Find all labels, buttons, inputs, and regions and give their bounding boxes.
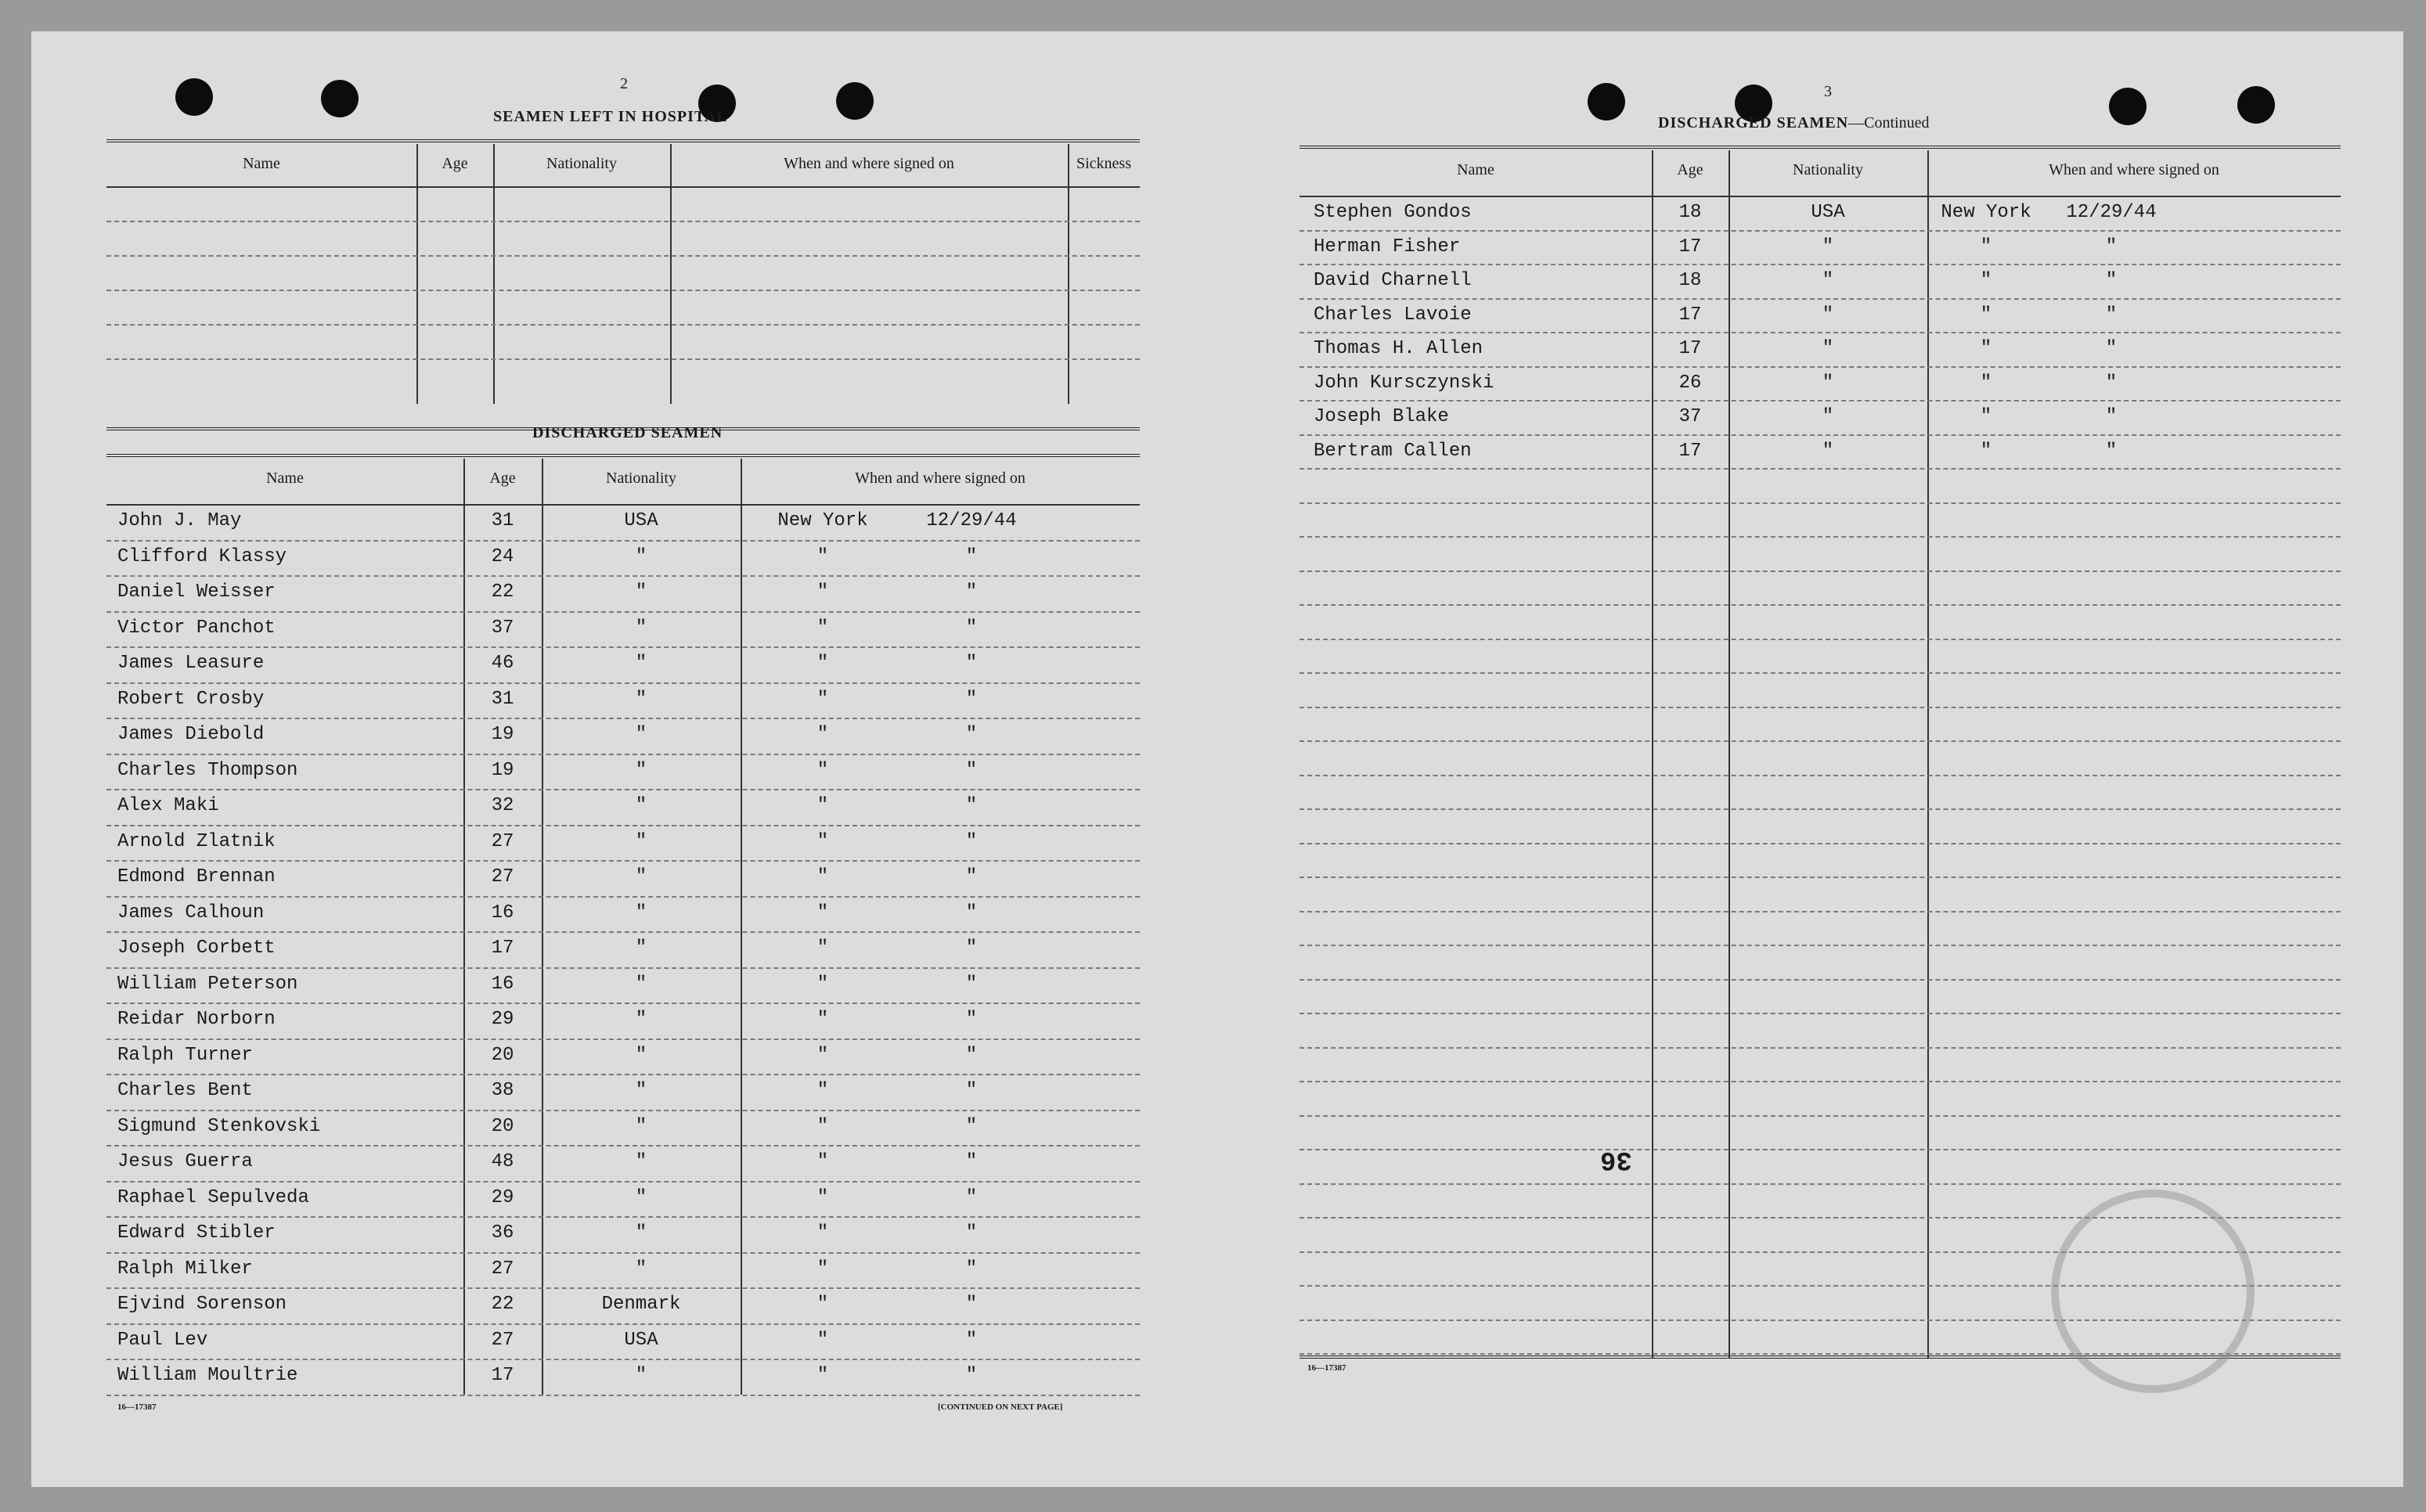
table-row — [106, 1252, 1140, 1290]
table-row — [106, 1287, 1140, 1325]
seaman-nationality: " — [635, 1186, 647, 1208]
table-row — [106, 1323, 1140, 1361]
table-row — [1300, 808, 2341, 844]
column-header: When and where signed on — [784, 155, 954, 172]
seaman-nationality: " — [1822, 304, 1834, 326]
seaman-name: Clifford Klassy — [117, 545, 287, 567]
signed-on-place: " — [816, 688, 829, 710]
seaman-name: Charles Bent — [117, 1080, 253, 1101]
column-header: Nationality — [1793, 161, 1863, 178]
punch-hole — [836, 82, 874, 120]
seaman-age: 19 — [491, 724, 514, 745]
signed-on-date: " — [2105, 406, 2118, 427]
table-row — [1300, 604, 2341, 640]
signed-on-place: " — [1980, 372, 1992, 394]
signed-on-date: " — [965, 1258, 978, 1280]
table-row — [1300, 1115, 2341, 1151]
table-row — [1300, 672, 2341, 708]
table-row — [106, 540, 1140, 578]
signed-on-place: " — [1980, 304, 1992, 326]
signed-on-place: " — [816, 902, 829, 923]
seaman-age: 31 — [491, 510, 514, 531]
discharged-title: DISCHARGED SEAMEN — [532, 424, 723, 441]
signed-on-place: " — [1980, 270, 1992, 291]
table-row — [1300, 434, 2341, 470]
table-row — [106, 575, 1140, 613]
seaman-name: Charles Thompson — [117, 759, 298, 781]
seaman-name: Joseph Corbett — [117, 938, 276, 959]
seaman-name: Edward Stibler — [117, 1222, 276, 1244]
seaman-name: James Leasure — [117, 653, 265, 674]
left-page — [31, 31, 1190, 1487]
seaman-nationality: " — [635, 653, 647, 674]
seaman-nationality: " — [635, 1115, 647, 1137]
table-row — [106, 825, 1140, 862]
table-row — [1300, 1013, 2341, 1049]
seaman-age: 22 — [491, 581, 514, 603]
signed-on-place: " — [816, 1080, 829, 1101]
signed-on-place: " — [816, 1258, 829, 1280]
seaman-name: William Peterson — [117, 973, 298, 995]
blank-row — [106, 255, 1140, 291]
signed-on-place: " — [1980, 236, 1992, 257]
seaman-nationality: " — [1822, 406, 1834, 427]
signed-on-date: 12/29/44 — [2066, 202, 2157, 223]
signed-on-date: " — [965, 1009, 978, 1030]
seaman-name: John Kursczynski — [1314, 372, 1494, 394]
seaman-nationality: " — [635, 1044, 647, 1066]
column-header: Nationality — [546, 155, 617, 172]
table-row — [1300, 366, 2341, 402]
seaman-age: 24 — [491, 545, 514, 567]
seaman-age: 37 — [1678, 406, 1702, 427]
seaman-name: John J. May — [117, 510, 242, 531]
seaman-age: 27 — [491, 830, 514, 852]
seaman-name: James Calhoun — [117, 902, 265, 923]
seaman-nationality: " — [635, 795, 647, 816]
table-row — [1300, 945, 2341, 981]
seaman-name: William Moultrie — [117, 1365, 298, 1386]
table-row — [106, 1003, 1140, 1040]
blank-row — [106, 324, 1140, 360]
seaman-age: 26 — [1678, 372, 1702, 394]
table-row — [1300, 1047, 2341, 1083]
seaman-age: 32 — [491, 795, 514, 816]
punch-hole — [175, 78, 213, 116]
seaman-nationality: " — [635, 1080, 647, 1101]
seaman-age: 38 — [491, 1080, 514, 1101]
table-row — [106, 931, 1140, 969]
signed-on-date: " — [965, 902, 978, 923]
signed-on-place: " — [816, 1186, 829, 1208]
signed-on-date: " — [965, 759, 978, 781]
signed-on-place: " — [1980, 406, 1992, 427]
seaman-nationality: " — [1822, 338, 1834, 359]
seaman-age: 20 — [491, 1115, 514, 1137]
seaman-age: 19 — [491, 759, 514, 781]
punch-hole — [321, 80, 359, 117]
table-row — [106, 646, 1140, 684]
seaman-age: 27 — [491, 866, 514, 887]
manifest-sheet — [31, 31, 2403, 1487]
table-row — [1300, 536, 2341, 572]
table-row — [106, 611, 1140, 649]
table-row — [106, 718, 1140, 755]
signed-on-date: " — [2105, 236, 2118, 257]
signed-on-place: " — [816, 866, 829, 887]
right-page — [1284, 31, 2403, 1487]
table-row — [1300, 298, 2341, 334]
signed-on-date: " — [2105, 304, 2118, 326]
table-row — [1300, 979, 2341, 1015]
punch-hole — [2237, 86, 2275, 124]
signed-on-date: " — [965, 617, 978, 639]
seaman-age: 17 — [1678, 304, 1702, 326]
seaman-age: 17 — [1678, 236, 1702, 257]
signed-on-place: " — [816, 1044, 829, 1066]
seaman-age: 29 — [491, 1009, 514, 1030]
table-row — [1300, 877, 2341, 913]
column-header: Name — [266, 470, 304, 487]
seaman-age: 31 — [491, 688, 514, 710]
seaman-nationality: " — [635, 1222, 647, 1244]
table-row — [1300, 196, 2341, 232]
discharged-table — [106, 454, 1140, 1397]
blank-row — [106, 186, 1140, 222]
seaman-age: 18 — [1678, 270, 1702, 291]
seaman-name: Paul Lev — [117, 1329, 208, 1351]
seaman-name: Ejvind Sorenson — [117, 1294, 287, 1315]
punch-hole — [1588, 83, 1625, 121]
seaman-nationality: " — [635, 688, 647, 710]
seaman-age: 46 — [491, 653, 514, 674]
signed-on-date: " — [965, 1044, 978, 1066]
seaman-age: 17 — [491, 938, 514, 959]
seaman-name: Joseph Blake — [1314, 406, 1449, 427]
signed-on-place: New York — [777, 510, 868, 531]
seaman-name: Ralph Milker — [117, 1258, 253, 1280]
margin-number: 36 — [1600, 1144, 1632, 1174]
seaman-nationality: " — [635, 866, 647, 887]
seaman-nationality: " — [1822, 440, 1834, 462]
signed-on-place: " — [816, 1365, 829, 1386]
column-header: Age — [489, 470, 516, 487]
seaman-nationality: " — [635, 830, 647, 852]
signed-on-place: " — [816, 545, 829, 567]
seaman-nationality: " — [635, 545, 647, 567]
seaman-name: Thomas H. Allen — [1314, 338, 1483, 359]
signed-on-date: " — [965, 795, 978, 816]
signed-on-place: " — [816, 795, 829, 816]
table-row — [1300, 502, 2341, 538]
signed-on-date: " — [965, 973, 978, 995]
seaman-nationality: " — [1822, 236, 1834, 257]
seaman-age: 16 — [491, 902, 514, 923]
signed-on-date: " — [965, 830, 978, 852]
signed-on-date: " — [965, 1080, 978, 1101]
table-row — [106, 682, 1140, 720]
table-row — [1300, 639, 2341, 675]
signed-on-date: " — [965, 1222, 978, 1244]
table-row — [1300, 1149, 2341, 1185]
seaman-name: Alex Maki — [117, 795, 219, 816]
table-row — [1300, 843, 2341, 879]
table-row — [106, 1039, 1140, 1076]
table-row — [1300, 332, 2341, 368]
seaman-nationality: " — [635, 724, 647, 745]
seaman-name: Edmond Brennan — [117, 866, 276, 887]
seaman-age: 18 — [1678, 202, 1702, 223]
table-row — [106, 860, 1140, 898]
seaman-age: 36 — [491, 1222, 514, 1244]
signed-on-date: " — [965, 1365, 978, 1386]
signed-on-place: " — [816, 938, 829, 959]
signed-on-date: " — [2105, 372, 2118, 394]
signed-on-date: " — [2105, 270, 2118, 291]
signed-on-place: " — [816, 653, 829, 674]
table-row — [106, 789, 1140, 826]
signed-on-date: " — [965, 545, 978, 567]
seaman-name: Bertram Callen — [1314, 440, 1472, 462]
seaman-nationality: " — [635, 1258, 647, 1280]
seaman-age: 17 — [1678, 338, 1702, 359]
seaman-nationality: " — [635, 1151, 647, 1172]
signed-on-place: " — [1980, 440, 1992, 462]
signed-on-date: " — [965, 1329, 978, 1351]
seaman-name: Stephen Gondos — [1314, 202, 1472, 223]
signed-on-date: " — [965, 1186, 978, 1208]
page-number: 3 — [1824, 83, 1832, 100]
signed-on-date: " — [965, 688, 978, 710]
table-row — [1300, 468, 2341, 504]
seaman-nationality: " — [1822, 372, 1834, 394]
table-row — [1300, 707, 2341, 743]
seaman-age: 17 — [491, 1365, 514, 1386]
signed-on-date: " — [965, 724, 978, 745]
page-title: DISCHARGED SEAMEN—Continued — [1658, 114, 1930, 131]
seaman-nationality: Denmark — [601, 1294, 681, 1315]
blank-row — [106, 221, 1140, 257]
seaman-name: Charles Lavoie — [1314, 304, 1472, 326]
hospital-table — [106, 139, 1140, 437]
signed-on-place: " — [816, 973, 829, 995]
seaman-age: 20 — [491, 1044, 514, 1066]
form-number: 16—17387 — [1307, 1363, 1346, 1373]
signed-on-date: " — [965, 1294, 978, 1315]
seaman-nationality: " — [635, 1009, 647, 1030]
signed-on-place: " — [816, 581, 829, 603]
seaman-age: 37 — [491, 617, 514, 639]
table-row — [106, 1110, 1140, 1147]
form-number: 16—17387 — [117, 1402, 157, 1412]
seaman-name: Herman Fisher — [1314, 236, 1461, 257]
seaman-name: Sigmund Stenkovski — [117, 1115, 321, 1137]
signed-on-date: " — [965, 581, 978, 603]
page-number: 2 — [620, 75, 628, 92]
column-header: When and where signed on — [2049, 161, 2219, 178]
seaman-age: 27 — [491, 1258, 514, 1280]
punch-hole — [2109, 88, 2147, 125]
column-header: Age — [1677, 161, 1703, 178]
column-header: When and where signed on — [855, 470, 1026, 487]
ink-stamp — [2051, 1190, 2255, 1393]
signed-on-place: " — [816, 1151, 829, 1172]
table-row — [1300, 264, 2341, 300]
seaman-nationality: USA — [624, 1329, 658, 1351]
signed-on-place: " — [816, 1115, 829, 1137]
table-row — [1300, 1081, 2341, 1117]
seaman-age: 29 — [491, 1186, 514, 1208]
table-row — [1300, 571, 2341, 607]
table-row — [1300, 740, 2341, 776]
signed-on-date: 12/29/44 — [926, 510, 1017, 531]
signed-on-place: " — [816, 1329, 829, 1351]
table-row — [1300, 230, 2341, 266]
table-row — [106, 754, 1140, 791]
signed-on-place: New York — [1941, 202, 2031, 223]
seaman-nationality: " — [635, 973, 647, 995]
table-row — [106, 967, 1140, 1005]
signed-on-date: " — [965, 1115, 978, 1137]
signed-on-date: " — [965, 866, 978, 887]
column-header: Nationality — [606, 470, 676, 487]
seaman-name: Jesus Guerra — [117, 1151, 253, 1172]
signed-on-date: " — [965, 938, 978, 959]
seaman-nationality: " — [635, 617, 647, 639]
seaman-nationality: " — [635, 938, 647, 959]
column-header: Age — [442, 155, 468, 172]
column-header: Name — [243, 155, 280, 172]
signed-on-place: " — [1980, 338, 1992, 359]
seaman-name: Arnold Zlatnik — [117, 830, 276, 852]
continued-note: [CONTINUED ON NEXT PAGE] — [938, 1402, 1063, 1412]
seaman-name: Reidar Norborn — [117, 1009, 276, 1030]
seaman-age: 17 — [1678, 440, 1702, 462]
table-row — [106, 1074, 1140, 1111]
signed-on-date: " — [2105, 440, 2118, 462]
signed-on-date: " — [2105, 338, 2118, 359]
signed-on-place: " — [816, 1294, 829, 1315]
seaman-name: Ralph Turner — [117, 1044, 253, 1066]
seaman-age: 16 — [491, 973, 514, 995]
table-row — [106, 1359, 1140, 1396]
seaman-name: David Charnell — [1314, 270, 1472, 291]
seaman-nationality: " — [635, 902, 647, 923]
column-header: Name — [1457, 161, 1494, 178]
signed-on-place: " — [816, 830, 829, 852]
hospital-title: SEAMEN LEFT IN HOSPITAL — [493, 108, 728, 125]
seaman-name: Daniel Weisser — [117, 581, 276, 603]
seaman-name: Raphael Sepulveda — [117, 1186, 309, 1208]
seaman-name: Robert Crosby — [117, 688, 265, 710]
table-row — [106, 1216, 1140, 1254]
seaman-nationality: " — [1822, 270, 1834, 291]
seaman-nationality: USA — [624, 510, 658, 531]
seaman-name: Victor Panchot — [117, 617, 276, 639]
table-row — [106, 1181, 1140, 1219]
seaman-age: 48 — [491, 1151, 514, 1172]
seaman-nationality: " — [635, 759, 647, 781]
signed-on-place: " — [816, 1009, 829, 1030]
seaman-nationality: " — [635, 581, 647, 603]
signed-on-place: " — [816, 759, 829, 781]
signed-on-place: " — [816, 617, 829, 639]
table-row — [1300, 775, 2341, 811]
signed-on-place: " — [816, 724, 829, 745]
signed-on-date: " — [965, 653, 978, 674]
column-header: Sickness — [1076, 155, 1131, 172]
table-row — [1300, 911, 2341, 947]
seaman-age: 27 — [491, 1329, 514, 1351]
table-row — [106, 896, 1140, 934]
table-row — [106, 504, 1140, 542]
signed-on-date: " — [965, 1151, 978, 1172]
seaman-age: 22 — [491, 1294, 514, 1315]
seaman-name: James Diebold — [117, 724, 265, 745]
blank-row — [106, 290, 1140, 326]
table-row — [106, 1145, 1140, 1183]
signed-on-place: " — [816, 1222, 829, 1244]
seaman-nationality: USA — [1811, 202, 1845, 223]
seaman-nationality: " — [635, 1365, 647, 1386]
table-row — [1300, 400, 2341, 436]
